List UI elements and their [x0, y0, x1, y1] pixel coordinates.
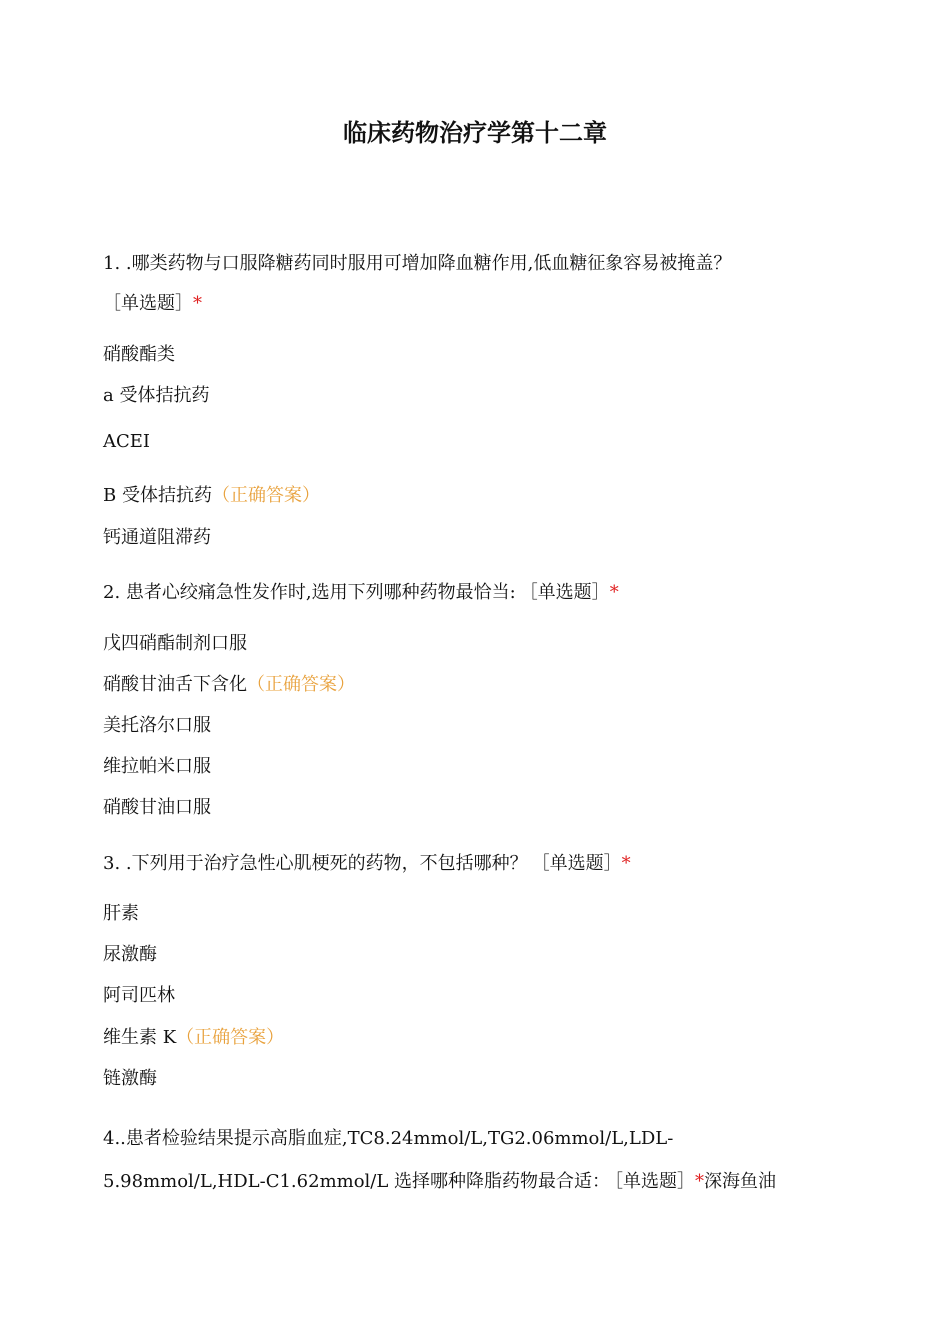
question-1-type-line	[103, 291, 202, 317]
correct-answer-label: （正确答案）	[176, 1027, 285, 1048]
question-1-option-5: 钙通道阻滞药	[103, 527, 211, 548]
question-1-text	[103, 251, 731, 277]
page-title: 临床药物治疗学第十二章	[343, 119, 607, 147]
question-2-option-4: 维拉帕米口服	[103, 756, 211, 777]
question-2-option-2-label: 硝酸甘油舌下含化	[103, 674, 247, 695]
question-4-text-line1: 4..患者检验结果提示高脂血症,TC8.24mmol/L,TG2.06mmol/L,LDL-	[103, 1128, 674, 1149]
question-3-option-3: 阿司匹林	[103, 985, 175, 1006]
question-2-type: ［单选题］	[519, 582, 610, 603]
question-4-option-1: 深海鱼油	[704, 1171, 777, 1192]
question-1-option-4	[103, 483, 320, 509]
question-1-option-4-label: B 受体拮抗药	[103, 485, 212, 506]
correct-answer-label: （正确答案）	[247, 674, 355, 695]
required-marker: *	[609, 582, 619, 603]
question-3-option-4-label: 维生素 K	[103, 1027, 177, 1048]
question-2-option-1: 戊四硝酯制剂口服	[103, 633, 247, 654]
required-marker: *	[621, 853, 631, 874]
required-marker: *	[193, 293, 202, 314]
question-3-option-2: 尿激酶	[103, 944, 157, 965]
question-3-option-5: 链激酶	[103, 1068, 157, 1089]
question-1-type: ［单选题］	[103, 293, 193, 314]
question-3-stem: 3. .下列用于治疗急性心肌梗死的药物，不包括哪种？	[103, 853, 528, 874]
question-4-text-line2	[103, 1169, 776, 1195]
question-2-option-3: 美托洛尔口服	[103, 715, 211, 736]
question-1-option-2: a 受体拮抗药	[103, 385, 210, 406]
question-3-option-1: 肝素	[103, 903, 139, 924]
question-1-option-1: 硝酸酯类	[103, 344, 175, 365]
question-3-type: ［单选题］	[531, 853, 622, 874]
required-marker: *	[695, 1171, 705, 1192]
question-1-text-line1: 1. .哪类药物与口服降糖药同时服用可增加降血糖作用,低血糖征象容易被掩盖？	[103, 253, 732, 274]
question-4-type: ［单选题］	[614, 1171, 696, 1192]
question-4-stem-line2: 5.98mmol/L,HDL-C1.62mmol/L 选择哪种降脂药物最合适：	[103, 1171, 611, 1192]
question-2-option-5: 硝酸甘油口服	[103, 797, 211, 818]
correct-answer-label: （正确答案）	[211, 485, 320, 506]
question-2-stem: 2. 患者心绞痛急性发作时,选用下列哪种药物最恰当:	[103, 582, 516, 603]
question-3-option-4	[103, 1025, 284, 1051]
question-3-text	[103, 851, 631, 877]
question-1-option-3: ACEI	[103, 431, 151, 452]
question-2-text	[103, 580, 619, 606]
question-2-option-2	[103, 672, 355, 698]
